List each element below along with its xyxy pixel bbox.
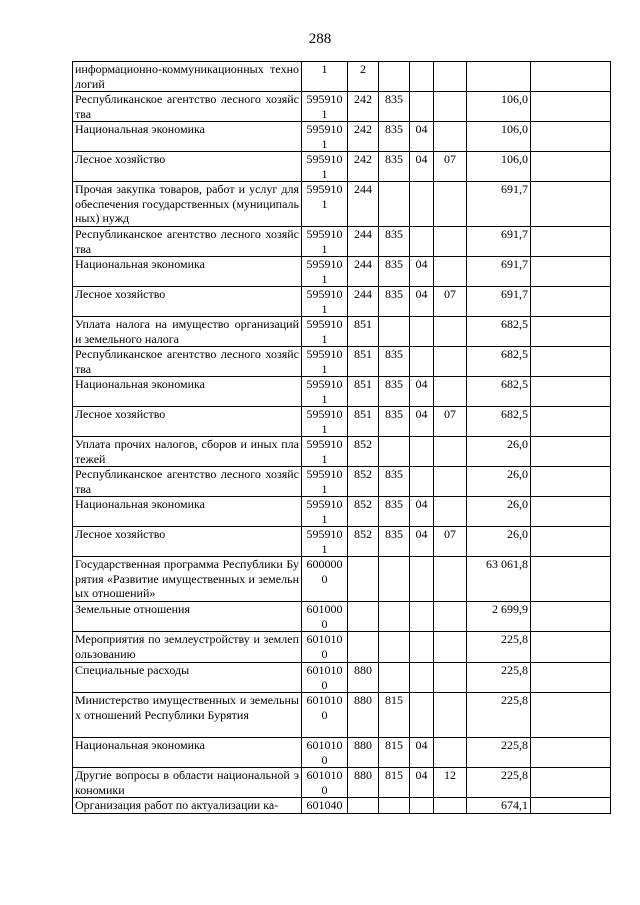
table-row (73, 632, 611, 663)
section-code-cell: 04 (410, 122, 434, 152)
table-row (73, 663, 611, 693)
subsection-code-cell: 07 (434, 527, 467, 557)
expense-type-code-cell (348, 798, 379, 814)
table-row (73, 768, 611, 798)
expense-type-code-cell: 880 (348, 663, 379, 693)
section-code-cell (410, 92, 434, 122)
subsection-code-cell (434, 663, 467, 693)
extra-empty-cell (531, 152, 611, 182)
target-article-code-cell: 5959101 (302, 437, 348, 467)
amount-cell: 682,5 (467, 377, 531, 407)
administrator-code-cell (379, 798, 410, 814)
extra-empty-cell (531, 738, 611, 768)
row-name-cell: Министерство имущественных и земельных отношений Республики Бурятия (73, 693, 302, 738)
amount-cell: 106,0 (467, 122, 531, 152)
subsection-code-cell (434, 557, 467, 602)
extra-empty-cell (531, 347, 611, 377)
extra-empty-cell (531, 407, 611, 437)
subsection-code-cell (434, 122, 467, 152)
target-article-code-cell: 5959101 (302, 527, 348, 557)
extra-empty-cell (531, 798, 611, 814)
expense-type-code-cell: 244 (348, 227, 379, 257)
amount-cell: 225,8 (467, 693, 531, 738)
row-name-cell: Национальная экономика (73, 257, 302, 287)
table-row (73, 152, 611, 182)
target-article-code-cell: 5959101 (302, 287, 348, 317)
subsection-code-cell (434, 227, 467, 257)
extra-empty-cell (531, 317, 611, 347)
table-row (73, 287, 611, 317)
subsection-code-cell: 07 (434, 407, 467, 437)
table-row (73, 527, 611, 557)
expense-type-code-cell: 852 (348, 437, 379, 467)
amount-cell: 682,5 (467, 317, 531, 347)
subsection-code-cell (434, 497, 467, 527)
row-name-cell: Мероприятия по землеустройству и землепользованию (73, 632, 302, 663)
administrator-code-cell: 835 (379, 377, 410, 407)
table-row (73, 227, 611, 257)
extra-empty-cell (531, 768, 611, 798)
subsection-code-cell (434, 602, 467, 632)
table-row (73, 497, 611, 527)
expense-type-code-cell: 242 (348, 152, 379, 182)
target-article-code-cell: 6010100 (302, 693, 348, 738)
extra-empty-cell (531, 287, 611, 317)
row-name-cell: Национальная экономика (73, 497, 302, 527)
expense-type-code-cell: 244 (348, 182, 379, 227)
section-code-cell (410, 632, 434, 663)
table-row (73, 693, 611, 738)
amount-cell: 2 699,9 (467, 602, 531, 632)
administrator-code-cell (379, 437, 410, 467)
table-row (73, 62, 611, 92)
target-article-code-cell: 5959101 (302, 467, 348, 497)
expense-type-code-cell: 851 (348, 407, 379, 437)
target-article-code-cell: 5959101 (302, 152, 348, 182)
target-article-code-cell: 5959101 (302, 497, 348, 527)
amount-cell: 691,7 (467, 287, 531, 317)
subsection-code-cell (434, 437, 467, 467)
expense-type-code-cell: 851 (348, 317, 379, 347)
subsection-code-cell (434, 693, 467, 738)
section-code-cell (410, 663, 434, 693)
extra-empty-cell (531, 527, 611, 557)
administrator-code-cell: 835 (379, 407, 410, 437)
amount-cell: 63 061,8 (467, 557, 531, 602)
expense-type-code-cell: 852 (348, 527, 379, 557)
subsection-code-cell (434, 182, 467, 227)
budget-table (72, 61, 611, 814)
target-article-code-cell: 6010100 (302, 738, 348, 768)
section-code-cell (410, 182, 434, 227)
amount-cell: 225,8 (467, 738, 531, 768)
section-code-cell: 04 (410, 407, 434, 437)
extra-empty-cell (531, 182, 611, 227)
administrator-code-cell (379, 62, 410, 92)
administrator-code-cell: 815 (379, 738, 410, 768)
row-name-cell: Национальная экономика (73, 377, 302, 407)
target-article-code-cell: 6010100 (302, 768, 348, 798)
amount-cell: 26,0 (467, 437, 531, 467)
row-name-cell: Специальные расходы (73, 663, 302, 693)
expense-type-code-cell: 242 (348, 122, 379, 152)
amount-cell: 691,7 (467, 182, 531, 227)
row-name-cell: Лесное хозяйство (73, 407, 302, 437)
row-name-cell: Лесное хозяйство (73, 287, 302, 317)
row-name-cell: Земельные отношения (73, 602, 302, 632)
row-name-cell: Другие вопросы в области национальной экономики (73, 768, 302, 798)
table-row (73, 557, 611, 602)
row-name-cell: Государственная программа Республики Бурятия «Развитие имущественных и земельных отношений» (73, 557, 302, 602)
administrator-code-cell: 815 (379, 693, 410, 738)
administrator-code-cell (379, 632, 410, 663)
row-name-cell: Республиканское агентство лесного хозяйства (73, 227, 302, 257)
row-name-cell: Республиканское агентство лесного хозяйства (73, 467, 302, 497)
expense-type-code-cell (348, 632, 379, 663)
amount-cell: 682,5 (467, 407, 531, 437)
table-row (73, 317, 611, 347)
row-name-cell: Прочая закупка товаров, работ и услуг для обеспечения государственных (муниципальных) нужд (73, 182, 302, 227)
section-code-cell (410, 467, 434, 497)
subsection-code-cell (434, 738, 467, 768)
table-row (73, 182, 611, 227)
subsection-code-cell (434, 632, 467, 663)
subsection-code-cell: 07 (434, 287, 467, 317)
amount-cell: 682,5 (467, 347, 531, 377)
section-code-cell (410, 693, 434, 738)
expense-type-code-cell: 880 (348, 768, 379, 798)
subsection-code-cell: 12 (434, 768, 467, 798)
row-name-cell: Уплата прочих налогов, сборов и иных платежей (73, 437, 302, 467)
subsection-code-cell (434, 257, 467, 287)
expense-type-code-cell: 852 (348, 497, 379, 527)
row-name-cell: Национальная экономика (73, 738, 302, 768)
amount-cell: 106,0 (467, 152, 531, 182)
administrator-code-cell: 835 (379, 122, 410, 152)
administrator-code-cell (379, 317, 410, 347)
extra-empty-cell (531, 467, 611, 497)
row-name-cell: Уплата налога на имущество организаций и земельного налога (73, 317, 302, 347)
target-article-code-cell: 601040 (302, 798, 348, 814)
amount-cell: 225,8 (467, 768, 531, 798)
administrator-code-cell: 835 (379, 287, 410, 317)
subsection-code-cell (434, 92, 467, 122)
table-row (73, 437, 611, 467)
table-row (73, 347, 611, 377)
row-name-cell: Республиканское агентство лесного хозяйства (73, 347, 302, 377)
expense-type-code-cell: 244 (348, 287, 379, 317)
row-name-cell: Лесное хозяйство (73, 152, 302, 182)
table-row (73, 602, 611, 632)
target-article-code-cell: 6010100 (302, 632, 348, 663)
expense-type-code-cell: 851 (348, 377, 379, 407)
administrator-code-cell: 815 (379, 768, 410, 798)
row-name-cell: Национальная экономика (73, 122, 302, 152)
table-row (73, 122, 611, 152)
amount-cell: 225,8 (467, 663, 531, 693)
amount-cell: 106,0 (467, 92, 531, 122)
section-code-cell: 04 (410, 152, 434, 182)
target-article-code-cell: 6000000 (302, 557, 348, 602)
page-number: 288 (308, 31, 332, 47)
section-code-cell (410, 317, 434, 347)
table-body (73, 62, 611, 814)
extra-empty-cell (531, 377, 611, 407)
amount-cell: 26,0 (467, 527, 531, 557)
row-name-cell: информационно-коммуникационных технологий (73, 62, 302, 92)
section-code-cell: 04 (410, 738, 434, 768)
section-code-cell: 04 (410, 527, 434, 557)
table-row (73, 407, 611, 437)
expense-type-code-cell: 851 (348, 347, 379, 377)
subsection-code-cell (434, 62, 467, 92)
administrator-code-cell: 835 (379, 227, 410, 257)
amount-cell: 225,8 (467, 632, 531, 663)
extra-empty-cell (531, 497, 611, 527)
target-article-code-cell: 5959101 (302, 347, 348, 377)
administrator-code-cell (379, 557, 410, 602)
target-article-code-cell: 6010100 (302, 663, 348, 693)
expense-type-code-cell: 2 (348, 62, 379, 92)
expense-type-code-cell (348, 557, 379, 602)
table-row (73, 798, 611, 814)
administrator-code-cell: 835 (379, 497, 410, 527)
extra-empty-cell (531, 437, 611, 467)
table-row (73, 738, 611, 768)
target-article-code-cell: 5959101 (302, 227, 348, 257)
section-code-cell: 04 (410, 377, 434, 407)
extra-empty-cell (531, 257, 611, 287)
administrator-code-cell (379, 602, 410, 632)
subsection-code-cell (434, 377, 467, 407)
amount-cell: 26,0 (467, 497, 531, 527)
section-code-cell (410, 62, 434, 92)
administrator-code-cell: 835 (379, 257, 410, 287)
amount-cell: 26,0 (467, 467, 531, 497)
subsection-code-cell: 07 (434, 152, 467, 182)
administrator-code-cell: 835 (379, 92, 410, 122)
section-code-cell: 04 (410, 768, 434, 798)
table-row (73, 257, 611, 287)
amount-cell: 674,1 (467, 798, 531, 814)
subsection-code-cell (434, 798, 467, 814)
row-name-cell: Республиканское агентство лесного хозяйства (73, 92, 302, 122)
section-code-cell: 04 (410, 497, 434, 527)
extra-empty-cell (531, 693, 611, 738)
amount-cell: 691,7 (467, 227, 531, 257)
table-row (73, 467, 611, 497)
expense-type-code-cell: 852 (348, 467, 379, 497)
extra-empty-cell (531, 122, 611, 152)
extra-empty-cell (531, 602, 611, 632)
expense-type-code-cell: 880 (348, 738, 379, 768)
expense-type-code-cell: 244 (348, 257, 379, 287)
administrator-code-cell (379, 182, 410, 227)
target-article-code-cell: 6010000 (302, 602, 348, 632)
expense-type-code-cell (348, 602, 379, 632)
target-article-code-cell: 5959101 (302, 182, 348, 227)
row-name-cell: Организация работ по актуализации ка- (73, 798, 302, 814)
table-row (73, 92, 611, 122)
target-article-code-cell: 5959101 (302, 407, 348, 437)
extra-empty-cell (531, 92, 611, 122)
extra-empty-cell (531, 557, 611, 602)
subsection-code-cell (434, 317, 467, 347)
target-article-code-cell: 5959101 (302, 317, 348, 347)
target-article-code-cell: 1 (302, 62, 348, 92)
target-article-code-cell: 5959101 (302, 92, 348, 122)
administrator-code-cell: 835 (379, 347, 410, 377)
expense-type-code-cell: 880 (348, 693, 379, 738)
subsection-code-cell (434, 467, 467, 497)
target-article-code-cell: 5959101 (302, 122, 348, 152)
extra-empty-cell (531, 227, 611, 257)
row-name-cell: Лесное хозяйство (73, 527, 302, 557)
extra-empty-cell (531, 632, 611, 663)
extra-empty-cell (531, 62, 611, 92)
target-article-code-cell: 5959101 (302, 377, 348, 407)
section-code-cell (410, 557, 434, 602)
administrator-code-cell (379, 663, 410, 693)
amount-cell (467, 62, 531, 92)
administrator-code-cell: 835 (379, 152, 410, 182)
subsection-code-cell (434, 347, 467, 377)
table-row (73, 377, 611, 407)
section-code-cell (410, 602, 434, 632)
expense-type-code-cell: 242 (348, 92, 379, 122)
section-code-cell (410, 347, 434, 377)
section-code-cell: 04 (410, 257, 434, 287)
extra-empty-cell (531, 663, 611, 693)
section-code-cell (410, 227, 434, 257)
administrator-code-cell: 835 (379, 527, 410, 557)
section-code-cell (410, 798, 434, 814)
section-code-cell: 04 (410, 287, 434, 317)
section-code-cell (410, 437, 434, 467)
target-article-code-cell: 5959101 (302, 257, 348, 287)
amount-cell: 691,7 (467, 257, 531, 287)
administrator-code-cell: 835 (379, 467, 410, 497)
